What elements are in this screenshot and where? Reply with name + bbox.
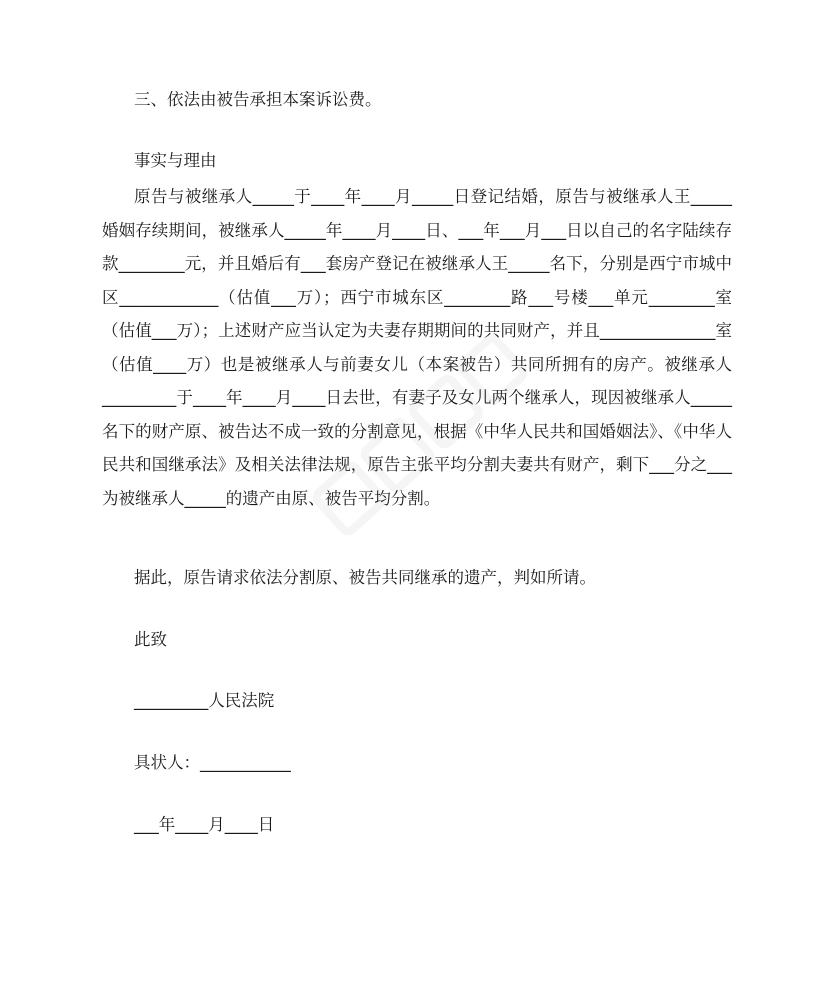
date-line: ___年____月____日 xyxy=(134,815,275,834)
section-heading: 事实与理由 xyxy=(134,151,217,170)
court-line: _________人民法院 xyxy=(134,691,275,710)
facts-paragraph: 原告与被继承人_____于____年____月_____日登记结婚，原告与被继承人王_____婚姻存续期间，被继承人_____年____月____日、___年___月___日以自己的名字陆续存款________元，并且婚后有___套房产登记在被继承人王_____名下，分别是西宁市城中区____________（估值___万）；西宁市城东区________路___号楼___单元________室（估值___万）；上述财产应当认定为夫妻存期期间的共同财产，并且______________室（估值____万）也是被继承人与前妻女儿（本案被告）共同所拥有的房产。被继承人_________于____年____月____日去世，有妻子及女儿两个继承人，现因被继承人_____名下的财产原、被告达不成一致的分割意见，根据《中华人民共和国婚姻法》、《中华人民共和国继承法》及相关法律法规，原告主张平均分割夫妻共有财产，剩下___分之___为被继承人_____的遗产由原、被告平均分割。 xyxy=(102,187,732,508)
item-three-line: 三、依法由被告承担本案诉讼费。 xyxy=(134,90,382,109)
salutation-line: 此致 xyxy=(134,630,167,649)
request-paragraph: 据此，原告请求依法分割原、被告共同继承的遗产，判如所请。 xyxy=(134,568,596,587)
petitioner-line: 具状人：___________ xyxy=(134,753,291,772)
